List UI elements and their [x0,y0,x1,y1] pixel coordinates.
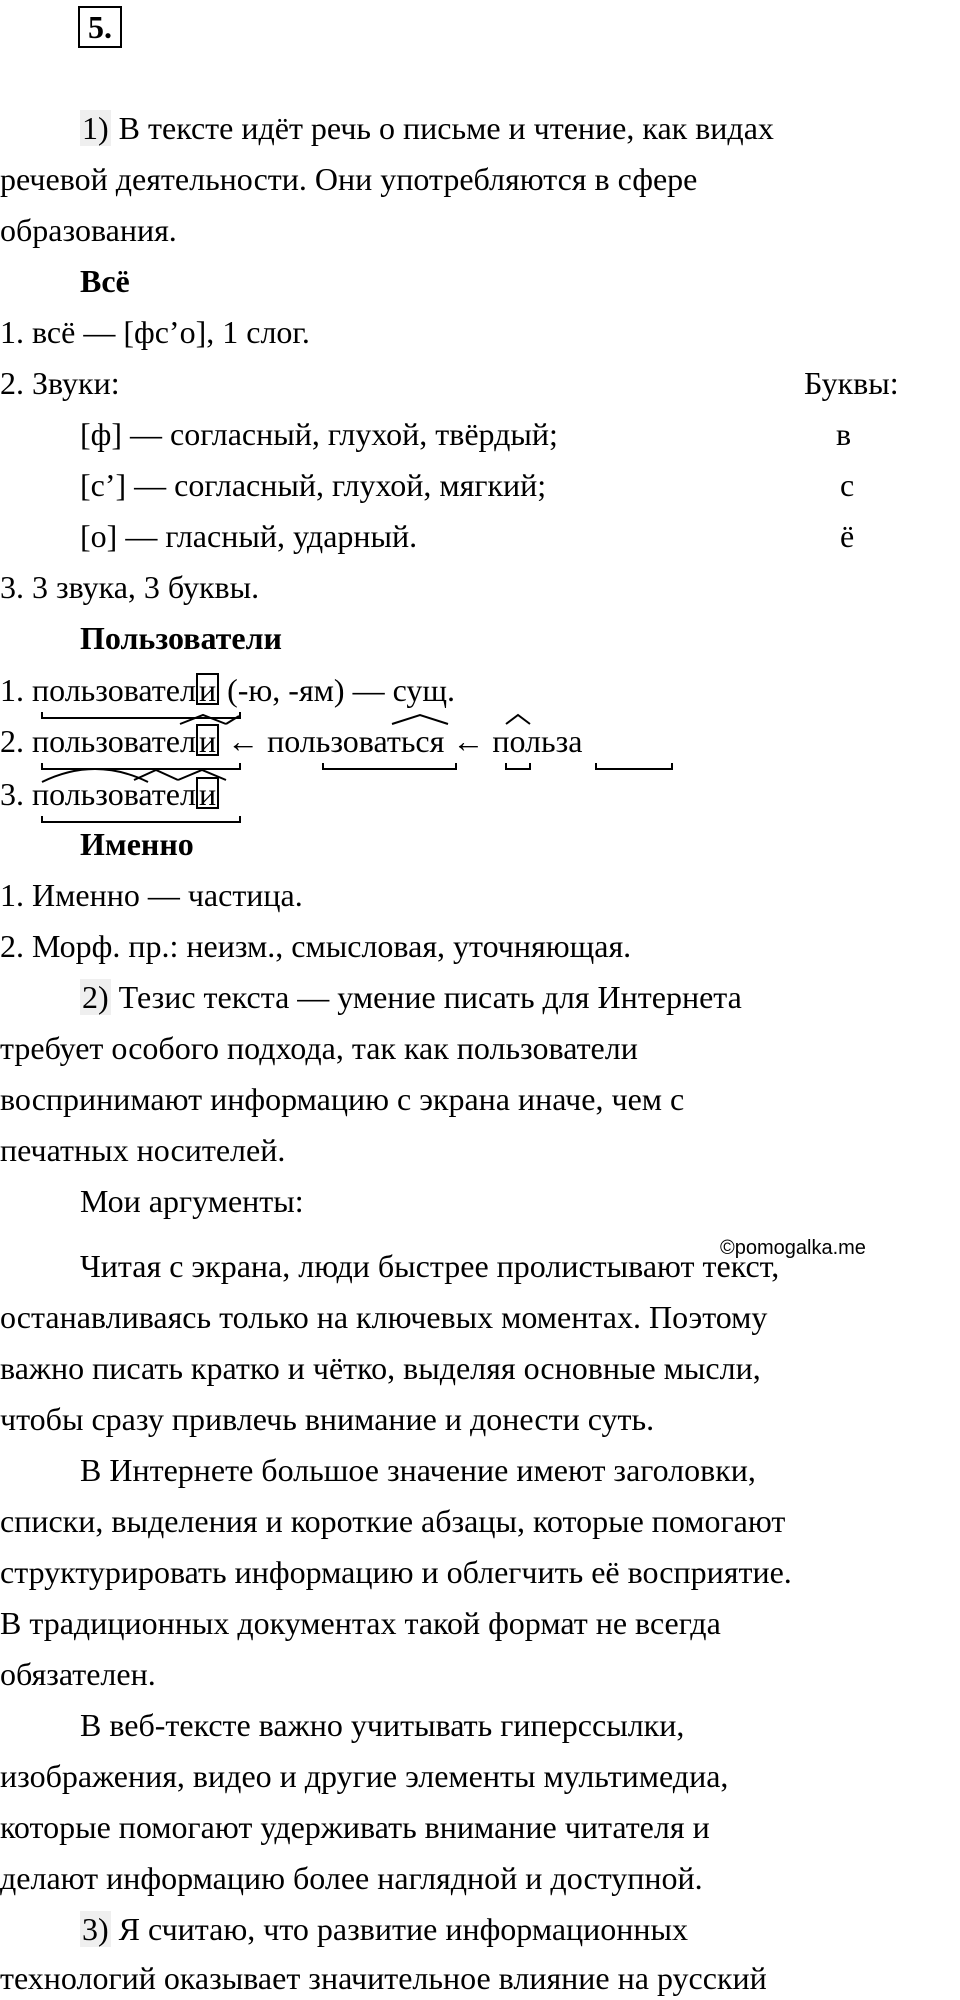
part2-number: 2) [82,979,109,1015]
arg1-line4: чтобы сразу привлечь внимание и донести суть. [0,1401,655,1437]
row3-stem: пользовател [32,776,196,812]
word3-item1: 1. Именно — частица. [0,877,303,913]
row2-ending-box: и [196,724,219,756]
sound-letter-3: ё [840,518,855,554]
sound-row-2: [с’] — согласный, глухой, мягкий; [80,467,547,503]
arg2-line5: обязателен. [0,1656,156,1692]
word3-title: Именно [80,826,194,862]
row1-stem: пользовател [32,672,196,708]
row2-arrow1: ← [219,723,268,759]
row2-arrow2: ← [444,723,493,759]
part3-line1-text: Я считаю, что развитие информационных [110,1911,689,1947]
row2-suffix-caret-1 [180,715,226,724]
row2-word3: польза [492,723,583,759]
row2-postfix-caret [506,715,530,724]
row2-stem-bracket [42,763,240,769]
row3-ending-box: и [196,777,219,809]
part2-line2: требует особого подхода, так как пользователи [0,1030,638,1066]
arg2-line2: списки, выделения и короткие абзацы, которые помогают [0,1503,786,1539]
row2-word2-suffix-caret [392,715,448,724]
part3-line2: технологий оказывает значительное влияние на русский [0,1960,767,1996]
word1-letters-label: Буквы: [804,365,899,401]
row2-prefix: 2. [0,723,32,759]
row2-word2-stem-bracket [323,763,456,769]
row1-prefix: 1. [0,672,32,708]
row3-suffix-caret-2 [178,770,226,780]
part2-line3: воспринимают информацию с экрана иначе, чем с [0,1081,685,1117]
row2-word2-stem: пользова [267,723,387,759]
row1-ending-box: и [196,673,219,705]
part2-args-label: Мои аргументы: [80,1183,304,1219]
arg2-line3: структурировать информацию и облегчить её восприятие. [0,1554,792,1590]
part1-number: 1) [82,110,109,146]
watermark: ©pomogalka.me [720,1237,866,1259]
sound-letter-1: в [836,416,852,452]
row3-stem-bracket [42,816,240,822]
task-number-box: 5. [78,6,122,48]
arg3-line4: делают информацию более наглядной и доступной. [0,1860,703,1896]
row3-prefix: 3. [0,776,32,812]
part1-line1-text: В тексте идёт речь о письме и чтение, как видах [110,110,774,146]
arg3-line2: изображения, видео и другие элементы мультимедиа, [0,1758,729,1794]
word1-sounds-label: 2. Звуки: [0,365,120,401]
word1-title: Всё [80,263,130,299]
word1-item1: 1. всё — [фс’о], 1 слог. [0,314,310,350]
arg1-line3: важно писать кратко и чётко, выделяя основные мысли, [0,1350,761,1386]
row1-rest: (-ю, -ям) — сущ. [219,672,455,708]
arg1-line1: Читая с экрана, люди быстрее пролистывают текст, [80,1248,780,1284]
arg3-line3: которые помогают удерживать внимание читателя и [0,1809,710,1845]
part3-line1 [80,1913,688,1945]
sound-letter-2: с [840,467,855,503]
part2-line1-text: Тезис текста — умение писать для Интернета [110,979,742,1015]
row2-postfix-box [506,763,530,769]
word2-title: Пользователи [80,620,282,656]
word3-item2: 2. Морф. пр.: неизм., смысловая, уточняющая. [0,928,632,964]
part2-line1 [80,981,742,1013]
row2-stem: пользовател [32,723,196,759]
sound-row-3: [о] — гласный, ударный. [80,518,418,554]
arg1-line2: останавливаясь только на ключевых моментах. Поэтому [0,1299,768,1335]
row2-word3-root-bracket [596,763,672,769]
part2-line4: печатных носителей. [0,1132,286,1168]
sound-row-1: [ф] — согласный, глухой, твёрдый; [80,416,558,452]
part1-line2: речевой деятельности. Они употребляются в сфере [0,161,698,197]
part1-line3: образования. [0,212,177,248]
arg2-line1: В Интернете большое значение имеют заголовки, [80,1452,756,1488]
row2-word2-suffix: ть [386,723,416,759]
row2-word2-postfix: ся [415,723,445,759]
row3-root-arc [42,769,148,782]
arg3-line1: В веб-тексте важно учитывать гиперссылки, [80,1707,685,1743]
arg2-line4: В традиционных документах такой формат не всегда [0,1605,721,1641]
word1-item3: 3. 3 звука, 3 буквы. [0,569,260,605]
part3-number: 3) [82,1911,109,1947]
